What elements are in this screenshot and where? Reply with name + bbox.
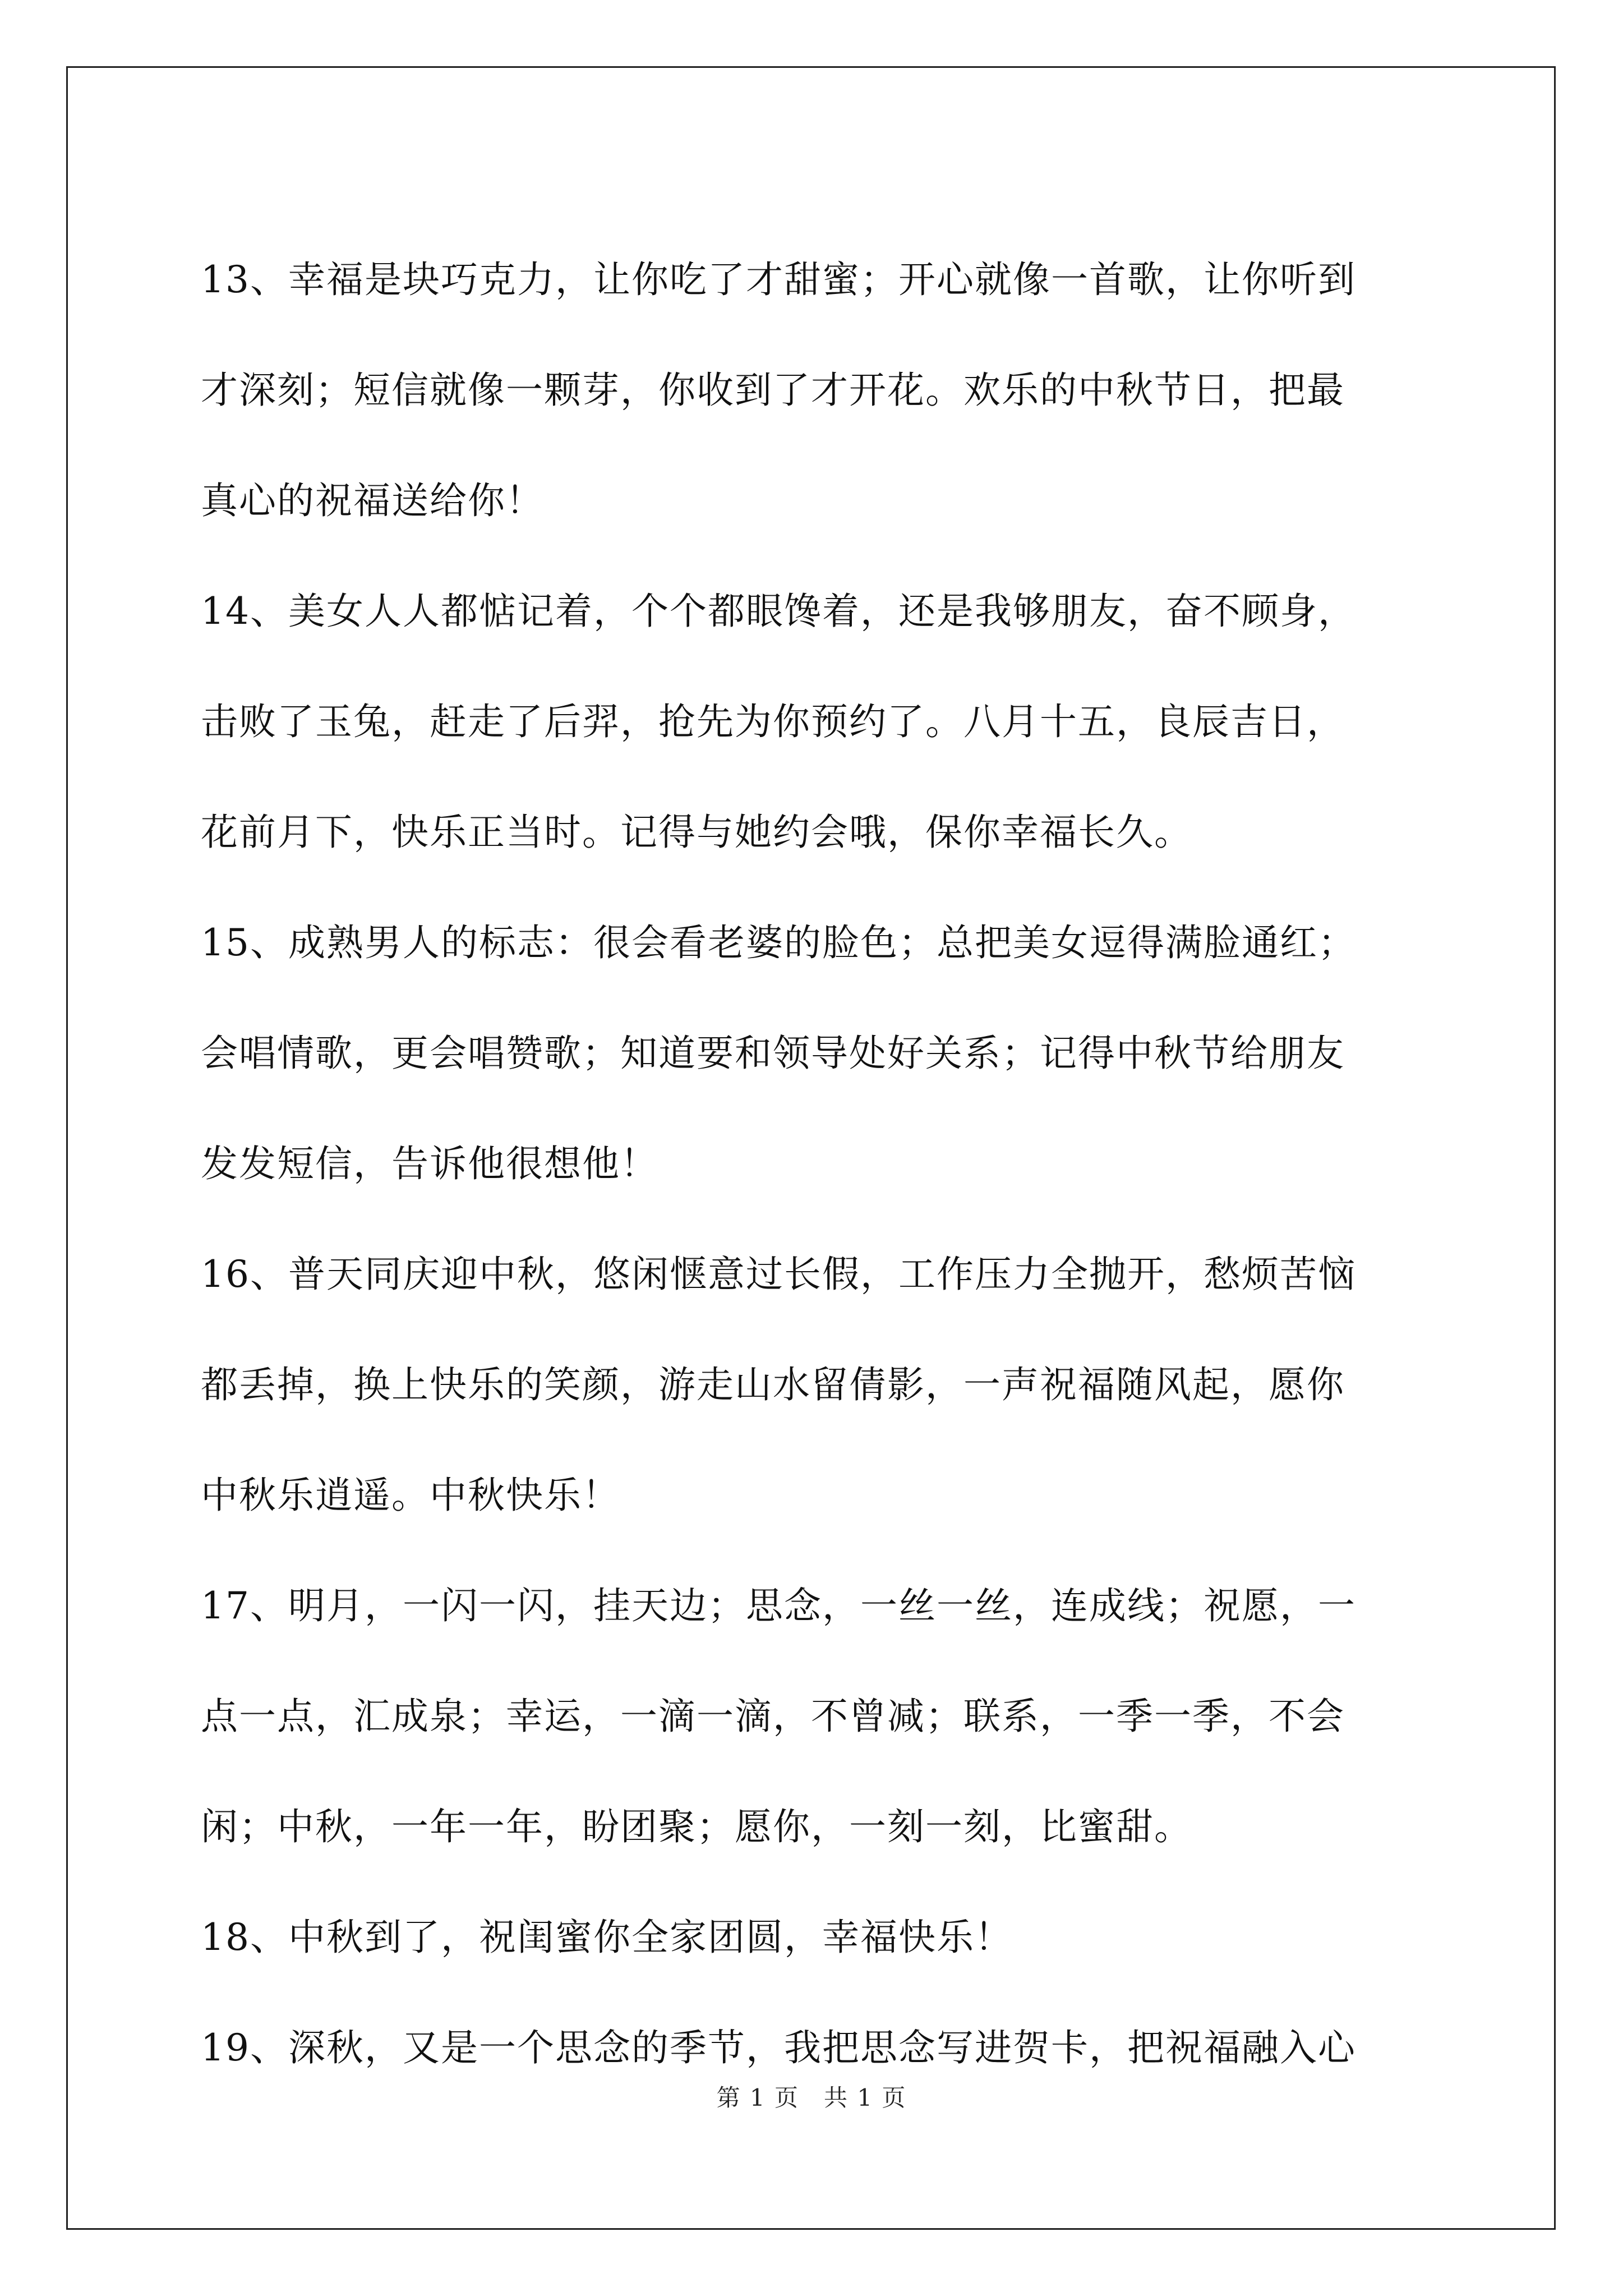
text-line: 点一点，汇成泉；幸运，一滴一滴，不曾减；联系，一季一季，不会 (201, 1695, 1345, 1738)
text-line: 真心的祝福送给你！ (201, 479, 544, 522)
text-line: 19、深秋，又是一个思念的季节，我把思念写进贺卡，把祝福融入心 (201, 2026, 1356, 2069)
paragraph-15 (201, 887, 1422, 1219)
text-line: 18、中秋到了，祝闺蜜你全家团圆，幸福快乐！ (201, 1916, 1013, 1959)
text-line: 发发短信，告诉他很想他！ (201, 1142, 658, 1185)
text-line: 16、普天同庆迎中秋，悠闲惬意过长假，工作压力全抛开，愁烦苦恼 (201, 1253, 1356, 1296)
paragraph-17 (201, 1550, 1422, 1882)
text-line: 击败了玉兔，赶走了后羿，抢先为你预约了。八月十五，良辰吉日， (201, 700, 1345, 743)
text-line: 14、美女人人都惦记着，个个都眼馋着，还是我够朋友，奋不顾身， (201, 590, 1356, 633)
text-line: 15、成熟男人的标志：很会看老婆的脸色；总把美女逗得满脸通红； (201, 921, 1356, 964)
paragraph-16 (201, 1219, 1422, 1550)
text-line: 都丢掉，换上快乐的笑颜，游走山水留倩影，一声祝福随风起，愿你 (201, 1363, 1345, 1406)
document-body (201, 224, 1422, 2103)
text-line: 闲；中秋，一年一年，盼团聚；愿你，一刻一刻，比蜜甜。 (201, 1805, 1192, 1848)
text-line: 才深刻；短信就像一颗芽，你收到了才开花。欢乐的中秋节日，把最 (201, 369, 1345, 412)
page-number-footer: 第 1 页 共 1 页 (716, 2084, 907, 2111)
paragraph-14 (201, 556, 1422, 887)
text-line: 花前月下，快乐正当时。记得与她约会哦，保你幸福长久。 (201, 811, 1192, 854)
paragraph-18 (201, 1882, 1422, 1993)
text-line: 13、幸福是块巧克力，让你吃了才甜蜜；开心就像一首歌，让你听到 (201, 258, 1356, 301)
text-line: 中秋乐逍遥。中秋快乐！ (201, 1474, 620, 1517)
text-line: 会唱情歌，更会唱赞歌；知道要和领导处好关系；记得中秋节给朋友 (201, 1032, 1345, 1075)
paragraph-13 (201, 224, 1422, 556)
text-line: 17、明月，一闪一闪，挂天边；思念，一丝一丝，连成线；祝愿，一 (201, 1584, 1356, 1627)
